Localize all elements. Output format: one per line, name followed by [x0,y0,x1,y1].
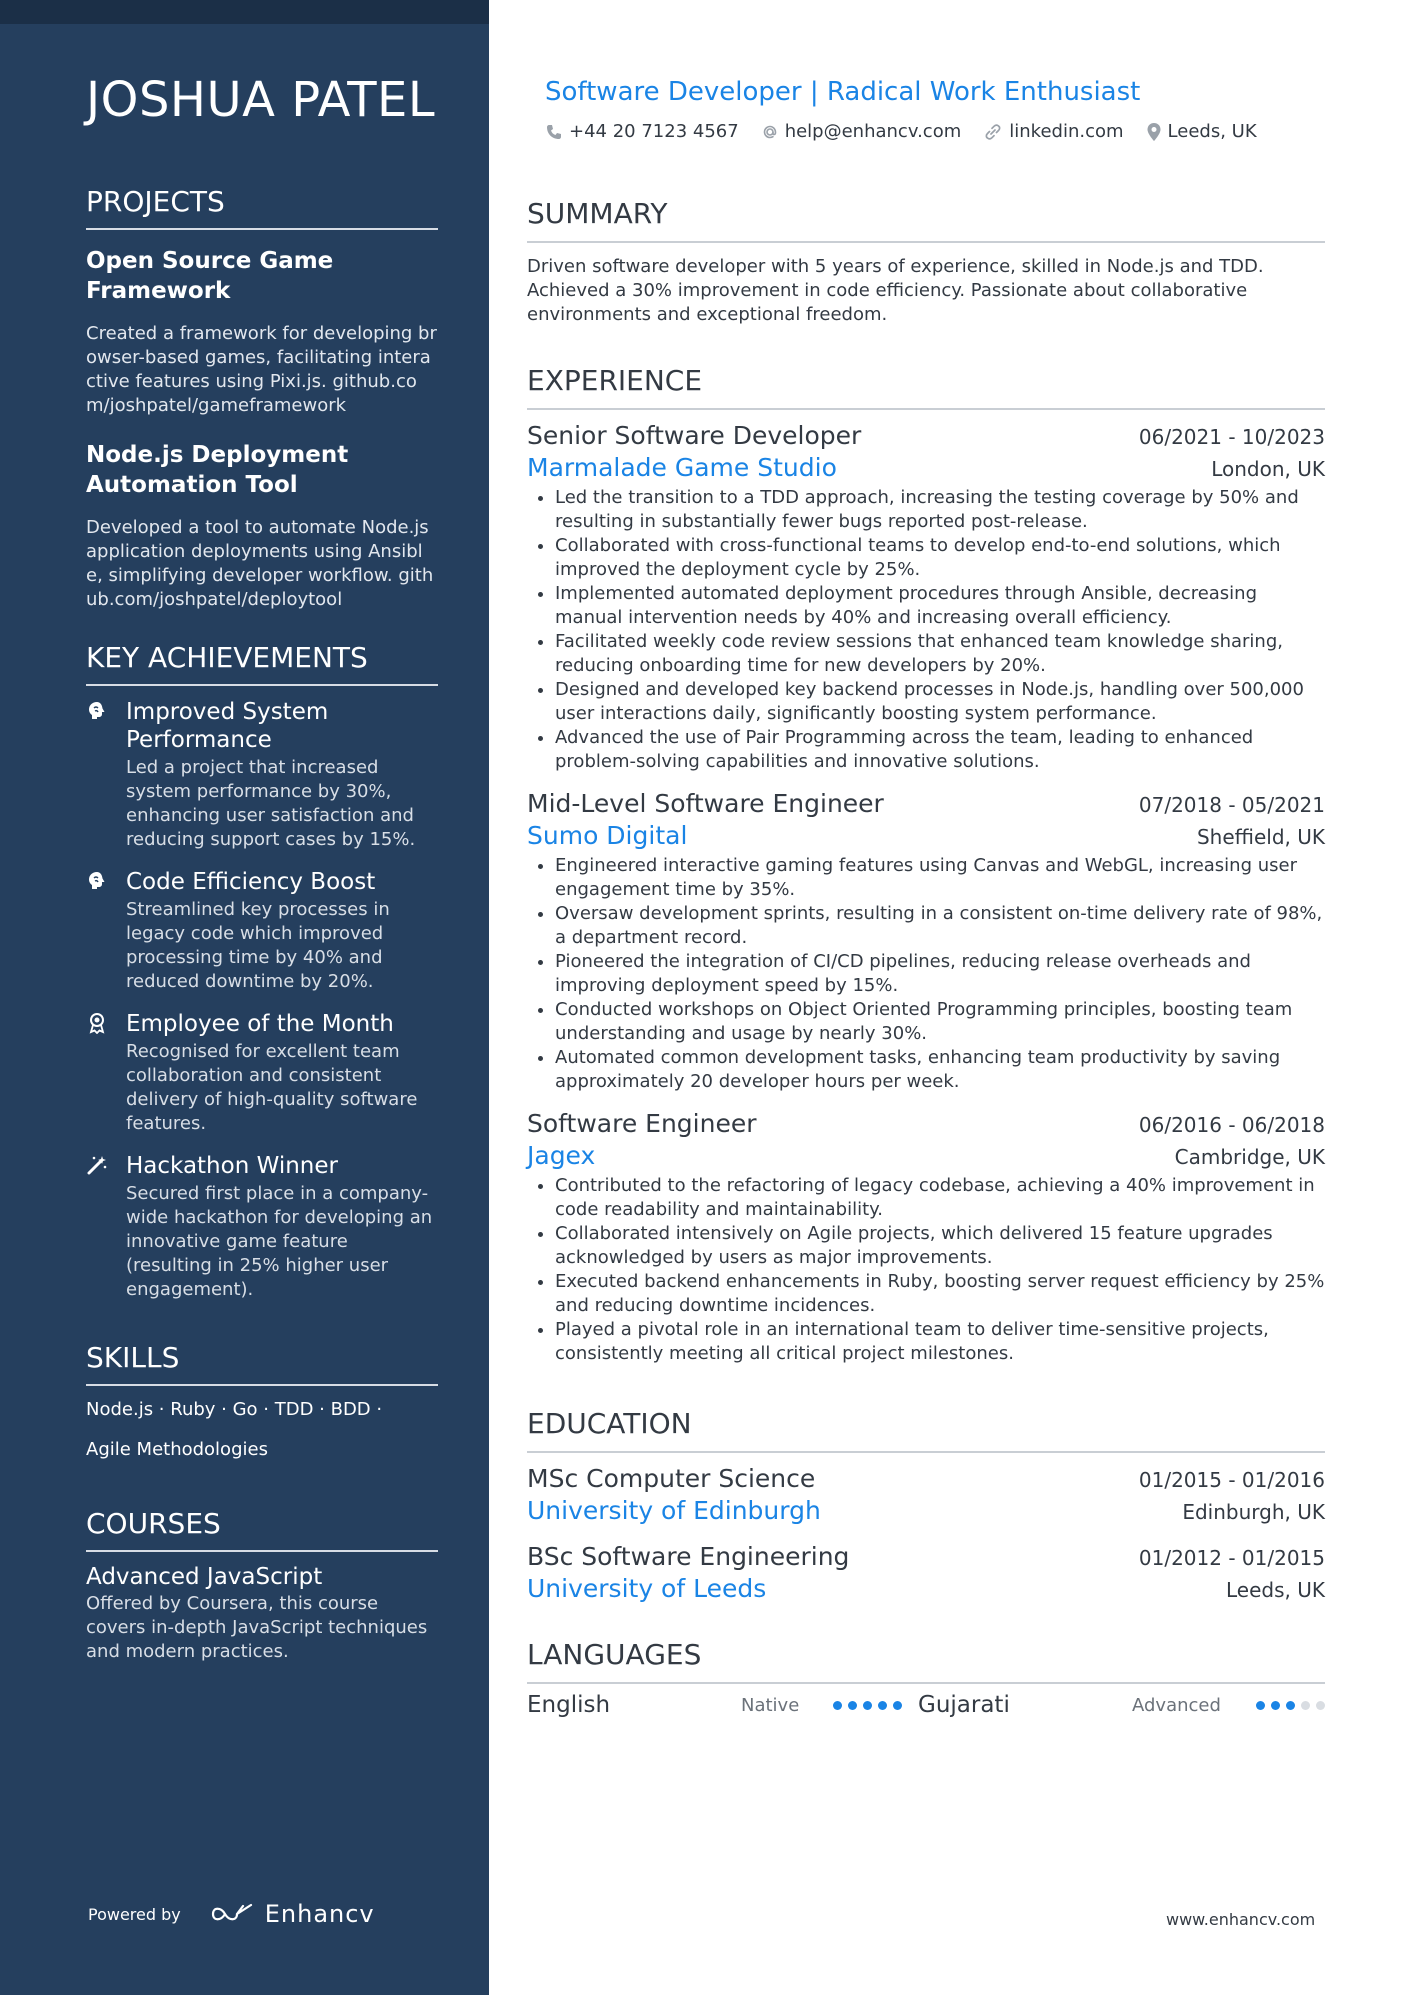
list-item: • Designed and developed key backend processes in Node.js, handling over 500,000 user interactions daily, significantly boosting system performance. [555,678,1325,726]
job-title: Mid-Level Software Engineer [527,789,884,818]
rating-dot-filled [1286,1701,1295,1710]
rating-dot-filled [863,1701,872,1710]
achievements-section [86,640,438,1302]
achievements-heading: KEY ACHIEVEMENTS [86,640,438,686]
language-rating [1256,1701,1325,1710]
achievement-item [86,1152,438,1302]
sidebar [0,0,489,1995]
project-title: Open Source Game Framework [86,248,334,304]
projects-heading: PROJECTS [86,184,438,230]
achievement-item [86,868,438,994]
powered-by [88,1900,375,1928]
job-bullets [527,1174,1325,1366]
achievement-description: Streamlined key processes in legacy code which improved processing time by 40% and reduced downtime by 20%. [126,899,390,992]
contact-bar [545,120,1325,144]
education-dates: 01/2012 - 01/2015 [1138,1546,1325,1570]
project-item [86,440,438,612]
link-icon [983,123,1003,141]
job-dates: 07/2018 - 05/2021 [1138,793,1325,817]
languages-section [527,1637,1325,1718]
school-name[interactable]: University of Leeds [527,1574,767,1603]
achievement-title: Hackathon Winner [126,1153,338,1179]
brain-icon [86,698,112,852]
summary-text: Driven software developer with 5 years of experience, skilled in Node.js and TDD. Achieved a 30% improvement in code efficiency. Passionate about collaborative environments and exceptional freedom. [527,256,1264,325]
brain-icon [86,868,112,994]
rating-dot-empty [1316,1701,1325,1710]
list-item: • Facilitated weekly code review sessions that enhanced team knowledge sharing, reducing onboarding time for new developers by 20%. [555,630,1325,678]
experience-heading: EXPERIENCE [527,363,1325,410]
powered-by-label: Powered by [88,1904,181,1924]
school-location: Leeds, UK [1226,1578,1325,1602]
list-item: • Led the transition to a TDD approach, increasing the testing coverage by 50% and resulting in substantially fewer bugs reported post-release. [555,486,1325,534]
company-name[interactable]: Marmalade Game Studio [527,453,837,482]
job-location: Cambridge, UK [1174,1145,1325,1169]
experience-section [527,363,1325,1366]
job-entry [527,420,1325,774]
linkedin-contact[interactable] [983,120,1123,144]
language-item [918,1692,1325,1718]
phone-contact[interactable] [545,120,739,144]
degree: BSc Software Engineering [527,1542,850,1571]
location-text: Leeds, UK [1167,121,1257,142]
education-entry [527,1541,1325,1605]
sidebar-top-bar [0,0,489,24]
projects-section [86,184,438,612]
candidate-name: JOSHUA PATEL [86,72,436,128]
education-entry [527,1463,1325,1527]
footer-url[interactable]: www.enhancv.com [1166,1910,1316,1929]
main-content [527,70,1325,1718]
sidebar-content [86,70,438,1664]
achievement-title: Improved System Performance [126,699,329,753]
job-entry [527,1108,1325,1366]
project-description: Developed a tool to automate Node.js application deployments using Ansible, simplifying developer workflow. github.com/joshpatel/deploytool [86,517,434,610]
achievement-description: Secured first place in a company-wide hackathon for developing an innovative game feature (resulting in 25% higher user engagement). [126,1183,433,1300]
list-item: • Executed backend enhancements in Ruby, boosting server request efficiency by 25% and reducing downtime incidences. [555,1270,1325,1318]
language-item [527,1692,918,1718]
medal-icon [86,1010,112,1136]
project-item [86,246,438,418]
list-item: • Oversaw development sprints, resulting in a consistent on-time delivery rate of 98%, a department record. [555,902,1325,950]
courses-section [86,1506,438,1664]
email-contact[interactable] [761,120,962,144]
project-title: Node.js Deployment Automation Tool [86,442,349,498]
skills-list: Node.js · Ruby · Go · TDD · BDD · [86,1399,383,1420]
achievement-title: Employee of the Month [126,1011,394,1037]
degree: MSc Computer Science [527,1464,816,1493]
email-text: help@enhancv.com [784,121,962,142]
magic-wand-icon [86,1152,112,1302]
achievement-item [86,698,438,852]
rating-dot-filled [878,1701,887,1710]
rating-dot-filled [848,1701,857,1710]
headline: Software Developer | Radical Work Enthusiast [545,77,1141,107]
list-item: • Conducted workshops on Object Oriented Programming principles, boosting team understanding and usage by nearly 30%. [555,998,1325,1046]
skills-section [86,1340,438,1470]
school-location: Edinburgh, UK [1182,1500,1325,1524]
achievement-description: Led a project that increased system performance by 30%, enhancing user satisfaction and reducing support cases by 15%. [126,757,416,850]
linkedin-text: linkedin.com [1009,121,1124,142]
list-item: • Engineered interactive gaming features using Canvas and WebGL, increasing user engagement time by 35%. [555,854,1325,902]
skills-list: Agile Methodologies [86,1439,268,1460]
job-location: Sheffield, UK [1196,825,1325,849]
job-bullets [527,854,1325,1094]
achievement-description: Recognised for excellent team collaboration and consistent delivery of high-quality software features. [126,1041,418,1134]
job-title: Software Engineer [527,1109,757,1138]
course-description: Offered by Coursera, this course covers in-depth JavaScript techniques and modern practices. [86,1593,428,1662]
language-level: Advanced [1132,1694,1221,1716]
phone-text: +44 20 7123 4567 [569,121,739,142]
rating-dot-filled [893,1701,902,1710]
rating-dot-empty [1301,1701,1310,1710]
company-name[interactable]: Sumo Digital [527,821,688,850]
language-rating [833,1701,902,1710]
courses-heading: COURSES [86,1506,438,1552]
project-description: Created a framework for developing browser-based games, facilitating interactive features using Pixi.js. github.com/joshpatel/gameframework [86,323,437,416]
achievement-item [86,1010,438,1136]
job-dates: 06/2021 - 10/2023 [1138,425,1325,449]
languages-row [527,1692,1325,1718]
languages-heading: LANGUAGES [527,1637,1325,1684]
list-item: • Implemented automated deployment procedures through Ansible, decreasing manual intervention needs by 40% and increasing overall efficiency. [555,582,1325,630]
enhancv-logo-icon [209,1902,255,1926]
location-contact [1146,120,1257,144]
list-item: • Collaborated with cross-functional teams to develop end-to-end solutions, which improved the deployment cycle by 25%. [555,534,1325,582]
school-name[interactable]: University of Edinburgh [527,1496,821,1525]
job-title: Senior Software Developer [527,421,862,450]
job-entry [527,788,1325,1094]
course-title: Advanced JavaScript [86,1564,323,1590]
summary-heading: SUMMARY [527,196,1325,243]
rating-dot-filled [833,1701,842,1710]
at-icon [761,123,779,141]
list-item: • Pioneered the integration of CI/CD pipelines, reducing release overheads and improving deployment speed by 15%. [555,950,1325,998]
summary-section [527,196,1325,327]
list-item: • Collaborated intensively on Agile projects, which delivered 15 feature upgrades acknowledged by users as major improvements. [555,1222,1325,1270]
job-dates: 06/2016 - 06/2018 [1138,1113,1325,1137]
job-bullets [527,486,1325,774]
education-section [527,1406,1325,1605]
rating-dot-filled [1256,1701,1265,1710]
language-name: Gujarati [918,1692,1010,1718]
location-pin-icon [1146,122,1162,142]
job-location: London, UK [1211,457,1325,481]
education-heading: EDUCATION [527,1406,1325,1453]
list-item: • Played a pivotal role in an international team to deliver time-sensitive projects, consistently meeting all critical project milestones. [555,1318,1325,1366]
education-dates: 01/2015 - 01/2016 [1138,1468,1325,1492]
achievement-title: Code Efficiency Boost [126,869,376,895]
skills-heading: SKILLS [86,1340,438,1386]
language-name: English [527,1692,611,1718]
list-item: • Automated common development tasks, enhancing team productivity by saving approximately 20 developer hours per week. [555,1046,1325,1094]
phone-icon [545,123,563,141]
rating-dot-filled [1271,1701,1280,1710]
enhancv-logo[interactable] [209,1900,375,1928]
list-item: • Contributed to the refactoring of legacy codebase, achieving a 40% improvement in code readability and maintainability. [555,1174,1325,1222]
company-name[interactable]: Jagex [527,1141,596,1170]
language-level: Native [741,1694,800,1716]
list-item: • Advanced the use of Pair Programming across the team, leading to enhanced problem-solving capabilities and innovative solutions. [555,726,1325,774]
brand-name: Enhancv [264,1900,375,1928]
